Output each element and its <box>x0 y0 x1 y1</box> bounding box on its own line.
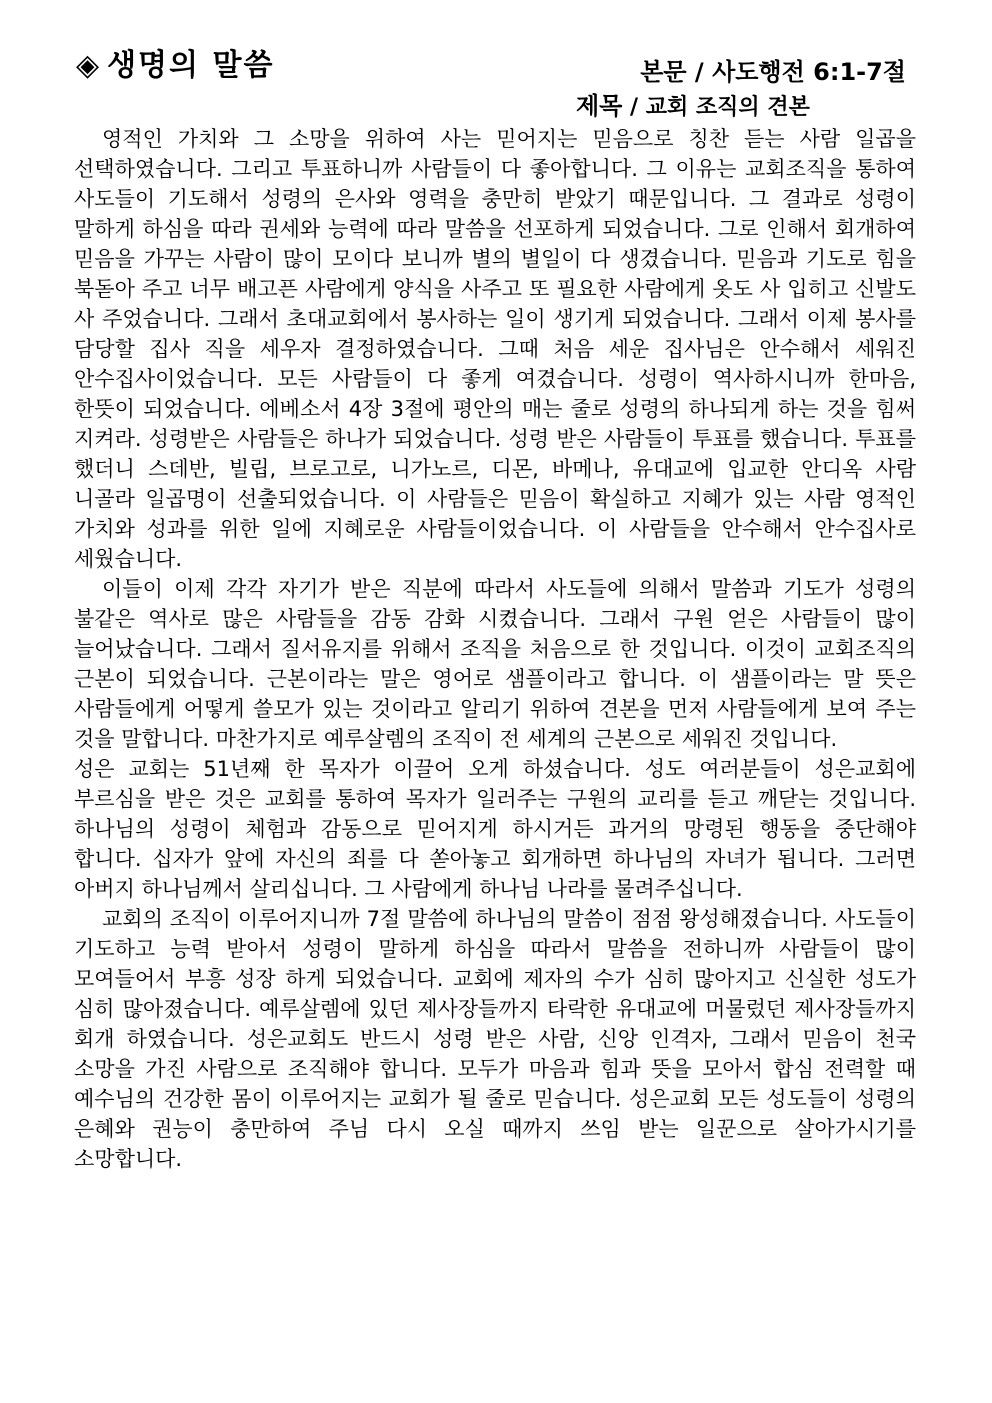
scripture-ref-text: 사도행전 6:1-7절 <box>712 58 906 86</box>
sermon-separator: / <box>622 95 646 120</box>
sermon-label: 제목 <box>576 92 623 120</box>
body-paragraph-2: 이들이 이제 각각 자기가 받은 직분에 따라서 사도들에 의해서 말씀과 기도가 성령의 불같은 역사로 많은 사람들을 감동 감화 시켰습니다. 그래서 구원 얻은 사람들이 많이 늘어났습니다. 그래서 질서유지를 위해서 조직을 처음으로 한 것입니다. 이것이 교회조직의 근본이 되었습니다. 근본이라는 말은 영어로 샘플이라고 합니다. 이 샘플이라는 말 뜻은 사람들에게 어떻게 쓸모가 있는 것이라고 알리기 위하여 견본을 먼저 사람들에게 보여 주는 것을 말합니다. 마찬가지로 예루살렘의 조직이 전 세계의 근본으로 세워진 것입니다. <box>74 577 916 751</box>
sermon-body <box>74 124 916 1174</box>
scripture-reference <box>640 52 906 87</box>
sermon-title <box>576 86 810 121</box>
body-paragraph-1: 영적인 가치와 그 소망을 위하여 사는 믿어지는 믿음으로 칭찬 듣는 사람 일곱을 선택하였습니다. 그리고 투표하니까 사람들이 다 좋아합니다. 그 이유는 교회조직을 통하여 사도들이 기도해서 성령의 은사와 영력을 충만히 받았기 때문입니다. 그 결과로 성령이 말하게 하심을 따라 권세와 능력에 따라 말씀을 선포하게 되었습니다. 그로 인해서 회개하여 믿음을 가꾸는 사람이 많이 모이다 보니까 별의 별일이 다 생겼습니다. 믿음과 기도로 힘을 북돋아 주고 너무 배고픈 사람에게 양식을 사주고 또 필요한 사람에게 옷도 사 입히고 신발도 사 주었습니다. 그래서 초대교회에서 봉사하는 일이 생기게 되었습니다. 그래서 이제 봉사를 담당할 집사 직을 세우자 결정하였습니다. 그때 처음 세운 집사님은 안수해서 세워진 안수집사이었습니다. 모든 사람들이 다 좋게 여겼습니다. 성령이 역사하시니까 한마음, 한뜻이 되었습니다. 에베소서 4장 3절에 평안의 매는 줄로 성령의 하나되게 하는 것을 힘써 지켜라. 성령받은 사람들은 하나가 되었습니다. 성령 받은 사람들이 투표를 했습니다. 투표를 했더니 스데반, 빌립, 브로고로, 니가노르, 디몬, 바메나, 유대교에 입교한 안디옥 사람 니골라 일곱명이 선출되었습니다. 이 사람들은 믿음이 확실하고 지혜가 있는 사람 영적인 가치와 성과를 위한 일에 지혜로운 사람들이었습니다. 이 사람들을 안수해서 안수집사로 세웠습니다. <box>74 127 916 571</box>
body-paragraph-3: 성은 교회는 51년째 한 목자가 이끌어 오게 하셨습니다. 성도 여러분들이 성은교회에 부르심을 받은 것은 교회를 통하여 목자가 일러주는 구원의 교리를 듣고 깨닫는 것입니다. 하나님의 성령이 체험과 감동으로 믿어지게 하시거든 과거의 망령된 행동을 중단해야 합니다. 십자가 앞에 자신의 죄를 다 쏟아놓고 회개하면 하나님의 자녀가 됩니다. 그러면 아버지 하나님께서 살리십니다. 그 사람에게 하나님 나라를 물려주십니다. <box>74 757 916 901</box>
page-title <box>76 40 274 84</box>
body-paragraph-4: 교회의 조직이 이루어지니까 7절 말씀에 하나님의 말씀이 점점 왕성해졌습니다. 사도들이 기도하고 능력 받아서 성령이 말하게 하심을 따라서 말씀을 전하니까 사람들이 많이 모여들어서 부흥 성장 하게 되었습니다. 교회에 제자의 수가 심히 많아지고 신실한 성도가 심히 많아졌습니다. 예루살렘에 있던 제사장들까지 타락한 유대교에 머물렀던 제사장들까지 회개 하였습니다. 성은교회도 반드시 성령 받은 사람, 신앙 인격자, 그래서 믿음이 천국 소망을 가진 사람으로 조직해야 합니다. 모두가 마음과 힘과 뜻을 모아서 합심 전력할 때 예수님의 건강한 몸이 이루어지는 교회가 될 줄로 믿습니다. 성은교회 모든 성도들이 성령의 은혜와 권능이 충만하여 주님 다시 오실 때까지 쓰임 받는 일꾼으로 살아가시기를 소망합니다. <box>74 907 916 1171</box>
diamond-icon: ◈ <box>76 48 102 83</box>
scripture-separator: / <box>686 58 713 86</box>
page-title-text: 생명의 말씀 <box>107 48 275 83</box>
sermon-title-text: 교회 조직의 견본 <box>645 95 810 120</box>
scripture-label: 본문 <box>640 58 687 86</box>
